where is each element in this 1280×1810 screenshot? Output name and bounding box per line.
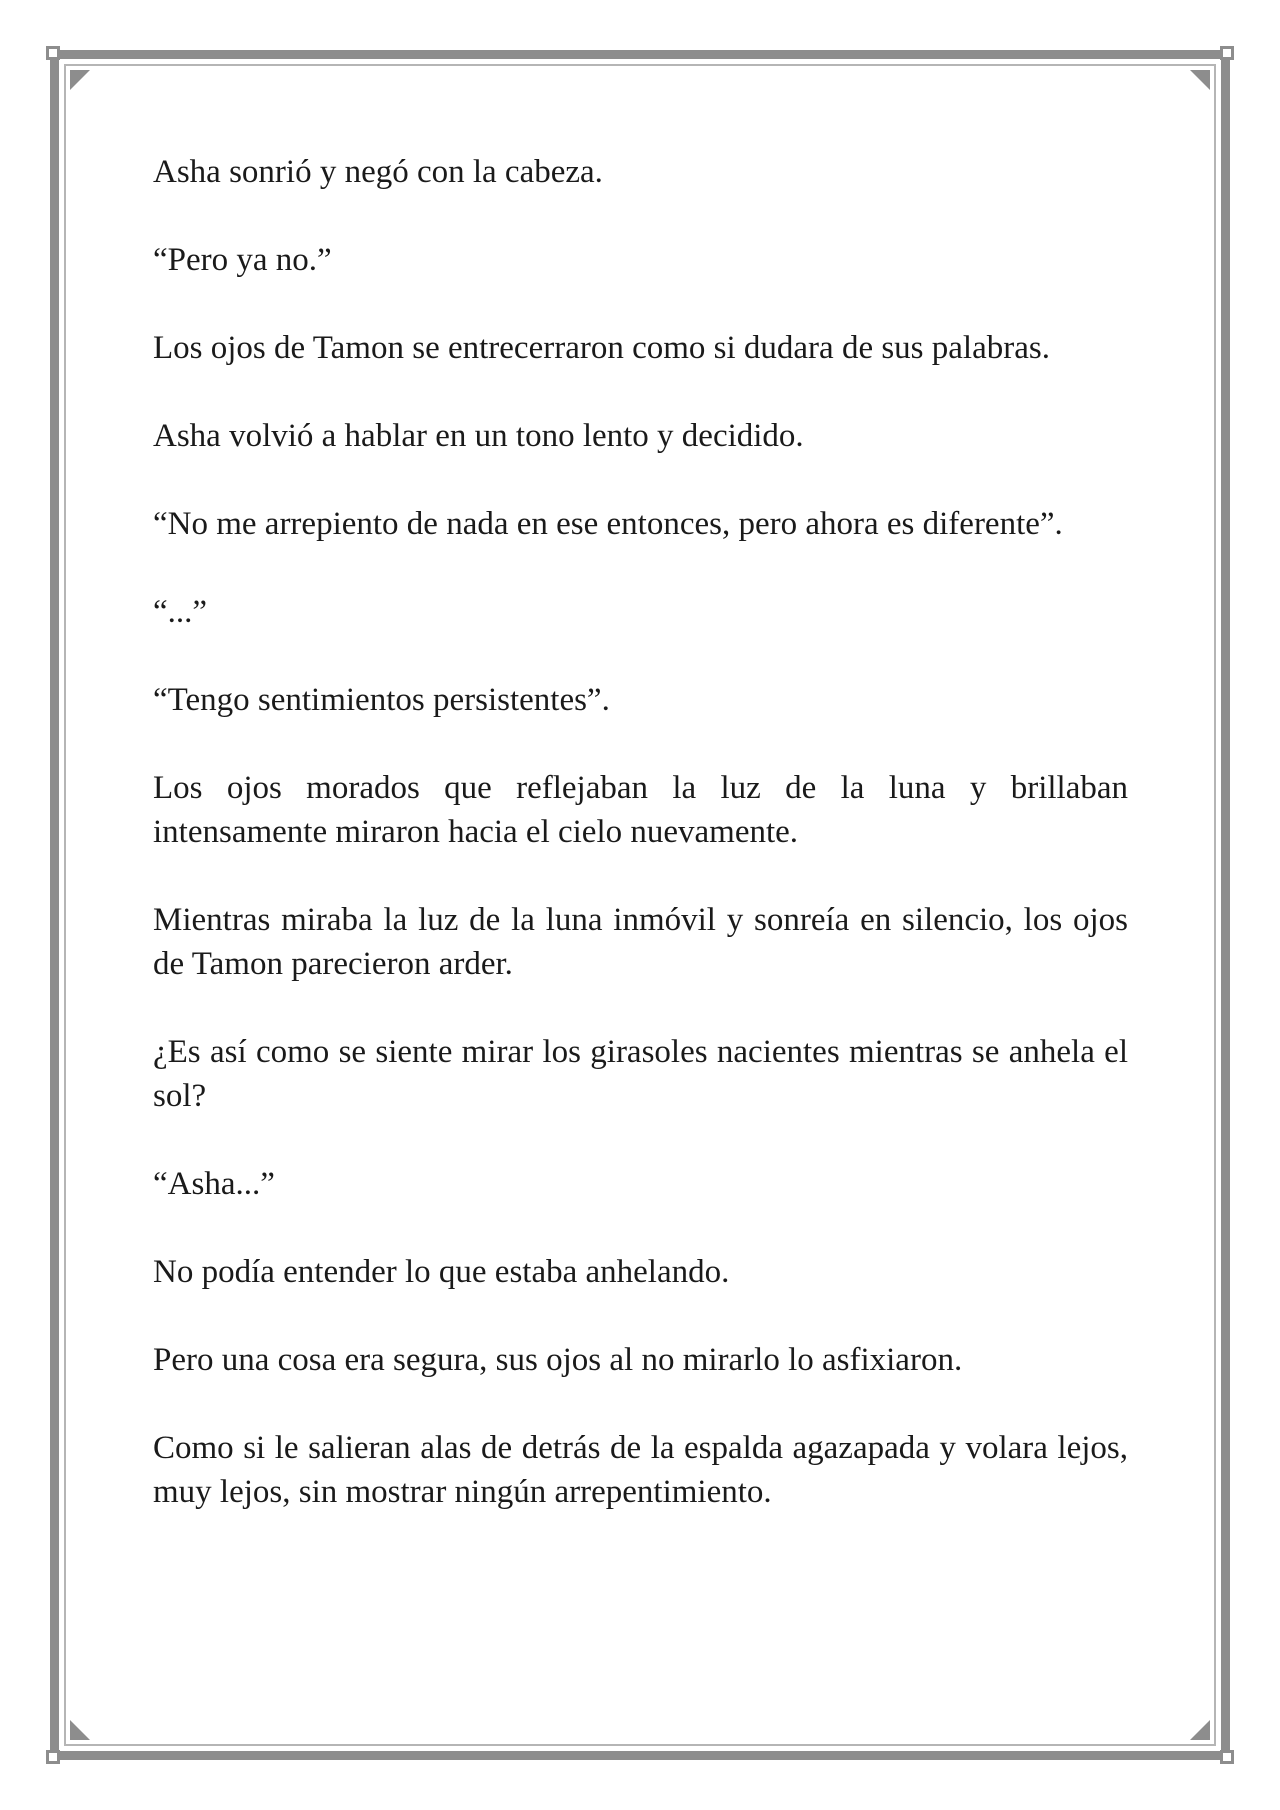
paragraph: Mientras miraba la luz de la luna inmóvil y sonreía en silencio, los ojos de Tamon parecieron arder.	[153, 902, 1128, 982]
page-text	[153, 150, 1128, 1558]
paragraph: Los ojos morados que reflejaban la luz de la luna y brillaban intensamente miraron hacia el cielo nuevamente.	[153, 770, 1128, 850]
paragraph: “Asha...”	[153, 1166, 275, 1202]
paragraph: Los ojos de Tamon se entrecerraron como si dudara de sus palabras.	[153, 330, 1050, 366]
frame-corner-triangle-top-left	[70, 70, 90, 90]
frame-corner-triangle-top-right	[1190, 70, 1210, 90]
frame-corner-triangle-bottom-right	[1190, 1720, 1210, 1740]
paragraph: “Pero ya no.”	[153, 242, 332, 278]
frame-corner-triangle-bottom-left	[70, 1720, 90, 1740]
frame-corner-ornament-top-left	[46, 46, 60, 60]
paragraph: Asha sonrió y negó con la cabeza.	[153, 154, 603, 190]
frame-corner-ornament-top-right	[1220, 46, 1234, 60]
paragraph: “No me arrepiento de nada en ese entonces, pero ahora es diferente”.	[153, 506, 1063, 542]
paragraph: “...”	[153, 594, 208, 630]
paragraph: ¿Es así como se siente mirar los girasoles nacientes mientras se anhela el sol?	[153, 1034, 1128, 1114]
frame-corner-ornament-bottom-right	[1220, 1750, 1234, 1764]
paragraph: Como si le salieran alas de detrás de la espalda agazapada y volara lejos, muy lejos, sin mostrar ningún arrepentimiento.	[153, 1430, 1128, 1510]
frame-corner-ornament-bottom-left	[46, 1750, 60, 1764]
paragraph: “Tengo sentimientos persistentes”.	[153, 682, 610, 718]
paragraph: Asha volvió a hablar en un tono lento y decidido.	[153, 418, 804, 454]
paragraph: No podía entender lo que estaba anhelando.	[153, 1254, 730, 1290]
paragraph: Pero una cosa era segura, sus ojos al no mirarlo lo asfixiaron.	[153, 1342, 963, 1378]
